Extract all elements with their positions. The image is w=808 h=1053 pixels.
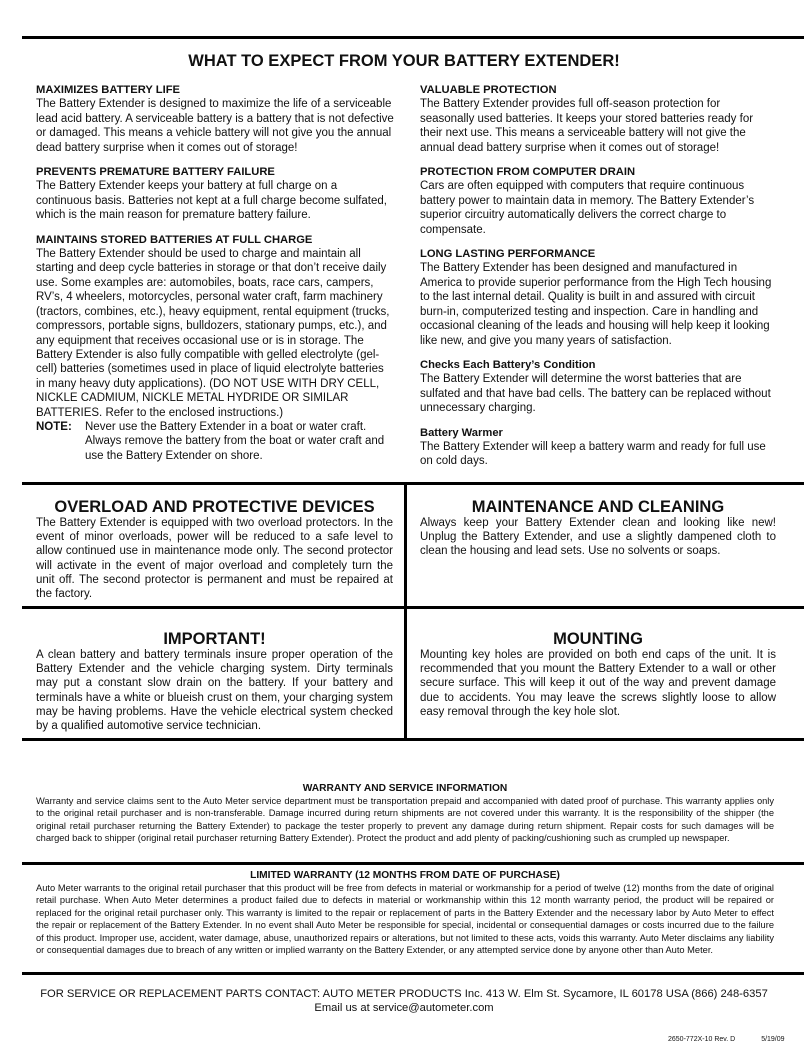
part-number: 2650-772X-10 Rev. D — [668, 1036, 736, 1043]
box-body: A clean battery and battery terminals insure proper operation of the Battery Extender and the vehicle charging system. Dirty terminals may put a constant slow drain on the battery. If your battery and terminals have a white or blueish crust on them, your charging system may be having problems. Have the vehicle electrical system checked by a qualified automotive service technician. — [36, 649, 393, 733]
note-label: NOTE: — [36, 420, 72, 433]
box-body: Always keep your Battery Extender clean and looking like new! Unplug the Battery Extender, and use a slightly dampened cloth to clean the housing and lead sets. Use no solvents or soaps. — [420, 517, 776, 558]
maintenance-box — [420, 498, 776, 559]
section-heading: MAINTAINS STORED BATTERIES AT FULL CHARGE — [36, 233, 313, 246]
note-text: Never use the Battery Extender in a boat or water craft. Always remove the battery from the boat or water craft and use the Battery Extender on shore. — [85, 420, 385, 462]
grid-top-rule — [22, 482, 804, 485]
important-box — [36, 630, 393, 733]
overload-box — [36, 498, 393, 601]
limited-warranty-heading: LIMITED WARRANTY (12 MONTHS FROM DATE OF PURCHASE) — [250, 870, 560, 881]
warranty-service-body: Warranty and service claims sent to the Auto Meter service department must be transportation prepaid and accompanied with dated proof of purchase. This warranty applies only to the original retail purchaser and is non-transferable. Damage incurred during return shipments are not covered under this warranty. It is the responsibility of the shipper (the original retail purchaser returning the Battery Extender) to package the tester properly to prevent any damage during return shipment. Repair costs for such damages will be charged back to shipper (original retail purchaser returning Battery Extender). Protect the product and add plenty of packing/cushioning such as crumpled up newspaper. — [36, 796, 774, 844]
section-body: The Battery Extender keeps your battery at full charge on a continuous basis. Batteries not kept at a full charge become sulfated, which is the main reason for premature battery failure. — [36, 180, 387, 222]
limited-warranty — [36, 869, 774, 956]
note — [36, 420, 394, 463]
box-heading: MAINTENANCE AND CLEANING — [471, 498, 725, 516]
section-body: The Battery Extender provides full off-season protection for seasonally used batteries. It keeps your stored batteries ready for their next use. This means a serviceable battery will not give the annual dead battery surprise when it comes out of storage! — [420, 98, 754, 154]
section-heading: VALUABLE PROTECTION — [420, 84, 557, 96]
box-heading: MOUNTING — [553, 630, 643, 648]
section-heading: LONG LASTING PERFORMANCE — [420, 248, 596, 261]
mounting-box — [420, 630, 776, 719]
box-body: Mounting key holes are provided on both end caps of the unit. It is recommended that you mount the Battery Extender to a wall or other secure surface. This will keep it out of the way and prevent damage due to accidents. You may leave the screws slightly loose to allow easy removal through the key hole slot. — [420, 649, 776, 718]
warranty-service — [36, 782, 774, 845]
section-body: Cars are often equipped with computers that require continuous battery power to maintain data in memory. The Battery Extender’s superior circuitry automatically delivers the correct charge to compensate. — [420, 180, 755, 236]
section-heading: MAXIMIZES BATTERY LIFE — [36, 84, 180, 96]
section-heading: PROTECTION FROM COMPUTER DRAIN — [420, 166, 636, 179]
box-heading: OVERLOAD AND PROTECTIVE DEVICES — [54, 498, 375, 516]
warranty-rule — [22, 862, 804, 865]
top-rule — [22, 36, 804, 39]
warranty-service-heading: WARRANTY AND SERVICE INFORMATION — [302, 783, 508, 794]
section-body: The Battery Extender will determine the worst batteries that are sulfated and that have bad cells. The battery can be replaced without unnecessary charging. — [420, 373, 771, 415]
section-heading: Battery Warmer — [420, 426, 503, 439]
right-column — [420, 83, 776, 479]
grid-middle-rule — [22, 606, 804, 609]
revision-date: 5/19/09 — [761, 1036, 785, 1043]
footer-contact: FOR SERVICE OR REPLACEMENT PARTS CONTACT: AUTO METER PRODUCTS Inc. 413 W. Elm St. Sycamore, IL 60178 USA (866) 248-6357 — [40, 988, 768, 1000]
limited-warranty-body: Auto Meter warrants to the original retail purchaser that this product will be free from defects in material or workmanship for a period of twelve (12) months from the date of original retail purchase. When Auto Meter determines a product failed due to defects in material or workmanship within this 12 month warranty period, the product will be repaired or replaced for the original retail purchaser only. This warranty is limited to the repair or replacement of parts in the Battery Extender and the necessary labor by Auto Meter to effect the repair or replacement of the Battery Extender. In no event shall Auto Meter be responsible for special, incidental or consequential damages or costs incurred due to the failure of this product. Improper use, accident, water damage, abuse, unauthorized repairs or alterations, but not limited to these acts, voids this warranty. Auto Meter disclaims any liability or consequential damages due to breach of any written or implied warranty on the Battery Extender, or any attempted service done by anyone other than Auto Meter. — [36, 883, 774, 956]
section-body: The Battery Extender will keep a battery warm and ready for full use on cold days. — [420, 440, 766, 468]
section-heading: PREVENTS PREMATURE BATTERY FAILURE — [36, 166, 275, 179]
grid-bottom-rule — [22, 738, 804, 741]
page-title: WHAT TO EXPECT FROM YOUR BATTERY EXTENDER! — [188, 52, 620, 70]
section-body: The Battery Extender should be used to charge and maintain all starting and deep cycle batteries in storage or that don’t receive daily use. Some examples are: automobiles, boats, race cars, campers, RV’s, 4 wheelers, motorcycles, personal water craft, farm machinery (tractors, combines, etc.), heavy equipment, rental equipment (trucks, compressors, portable signs, bulldozers, stationary pumps, etc.), and any equipment that receives occasional use or is in storage. The Battery Extender is also fully compatible with gelled electrolyte (gel-cell) batteries (sometimes used in place of liquid electrolyte batteries in many heavy duty applications). (DO NOT USE WITH DRY CELL, NICKLE CADMIUM, NICKLE METAL HYDRIDE OR SIMILAR BATTERIES. Refer to the enclosed instructions.) — [36, 248, 390, 419]
grid-divider — [404, 482, 407, 741]
section-body: The Battery Extender has been designed and manufactured in America to provide superior performance from the High Tech housing to the last internal detail. Quality is built in and assured with circuit burn-in, computerized testing and inspection. Care in handling and occasional cleaning of the leads and housing will help keep it looking like new, and give you many years of satisfaction. — [420, 262, 772, 347]
revision-info — [668, 1036, 785, 1043]
section-body: The Battery Extender is designed to maximize the life of a serviceable lead acid battery. A serviceable battery is a battery that is not defective or damaged. This means a vehicle battery will not give you the annual dead battery surprise when it comes out of storage! — [36, 98, 394, 154]
section-heading: Checks Each Battery’s Condition — [420, 358, 596, 371]
box-heading: IMPORTANT! — [163, 630, 266, 648]
footer-email: Email us at service@autometer.com — [314, 1002, 494, 1014]
box-body: The Battery Extender is equipped with two overload protectors. In the event of minor overloads, power will be reduced to a safe level to allow continued use in maintenance mode only. The second protector will activate in the event of major overload and completely turn the unit off. The second protector is permanent and must be repaired at the factory. — [36, 517, 393, 601]
bottom-rule — [22, 972, 804, 975]
left-column — [36, 83, 394, 463]
